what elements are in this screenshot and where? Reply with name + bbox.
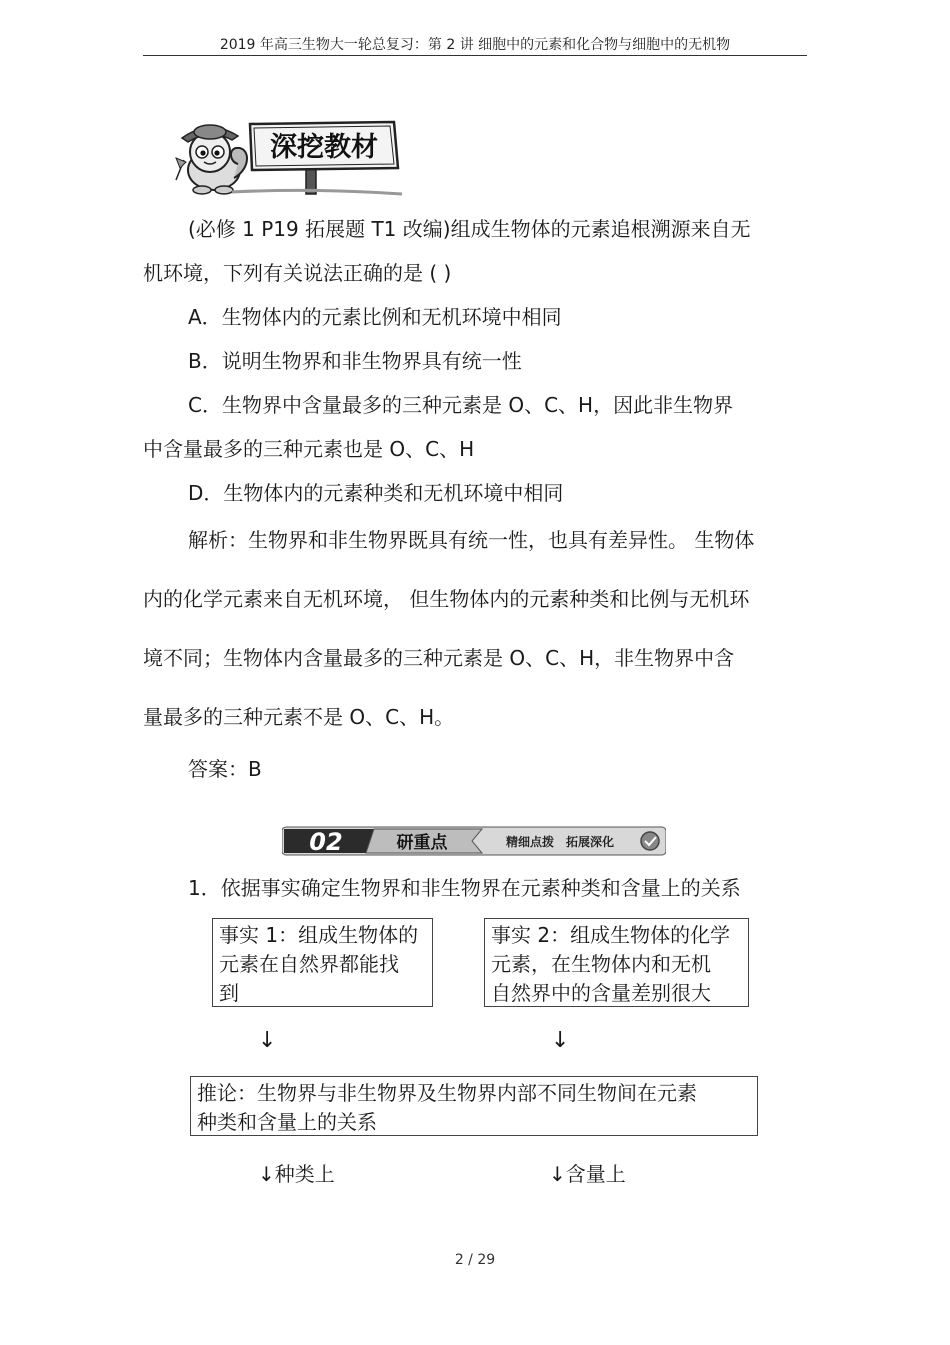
down-arrow-right: ↓ [551,1028,570,1053]
arrow-label-type: ↓种类上 [258,1162,335,1186]
conclusion-line-1: 推论：生物界与非生物界及生物界内部不同生物间在元素 [197,1081,697,1105]
option-c-line-1: C．生物界中含量最多的三种元素是 O、C、H，因此非生物界 [188,393,734,417]
option-c-line-2: 中含量最多的三种元素也是 O、C、H [143,437,475,461]
banner-number: 02 [309,828,343,856]
fact-1-box [212,918,433,1007]
question-stem-line-1: (必修 1 P19 拓展题 T1 改编)组成生物体的元素追根溯源来自无 [188,217,751,241]
section-heading: 1．依据事实确定生物界和非生物界在元素种类和含量上的关系 [188,876,741,900]
banner-title: 研重点 [396,833,448,853]
banner-subtitle: 精细点拨 拓展深化 [505,835,615,849]
fact-1-line-1: 事实 1：组成生物体的 [219,923,419,947]
fact-2-line-2: 元素，在生物体内和无机 [491,952,711,976]
header-rule [143,55,807,56]
conclusion-line-2: 种类和含量上的关系 [197,1110,377,1134]
page-number: 2 / 29 [454,1252,496,1268]
section-banner-key-points [282,824,666,858]
analysis-line-1: 解析：生物界和非生物界既具有统一性，也具有差异性。 生物体 [188,528,755,552]
running-header: 2019 年高三生物大一轮总复习：第 2 讲 细胞中的元素和化合物与细胞中的无机物 [219,37,731,53]
section-banner-dig-textbook [172,118,407,196]
fact-2-box [484,918,749,1007]
fact-2-line-3: 自然界中的含量差别很大 [491,981,711,1005]
fact-2-line-1: 事实 2：组成生物体的化学 [491,923,731,947]
fact-1-line-2: 元素在自然界都能找 [219,952,399,976]
banner-label: 深挖教材 [270,132,378,163]
option-a: A．生物体内的元素比例和无机环境中相同 [188,305,562,329]
answer: 答案：B [188,757,262,781]
fact-1-line-3: 到 [219,981,239,1005]
analysis-line-3: 境不同；生物体内含量最多的三种元素是 O、C、H，非生物界中含 [143,646,735,670]
question-stem-line-2: 机环境，下列有关说法正确的是 ( ) [143,261,452,285]
option-d: D．生物体内的元素种类和无机环境中相同 [188,481,564,505]
option-b: B．说明生物界和非生物界具有统一性 [188,349,522,373]
analysis-line-4: 量最多的三种元素不是 O、C、H。 [143,705,455,729]
down-arrow-left: ↓ [258,1028,277,1053]
arrow-label-content: ↓含量上 [549,1162,626,1186]
analysis-line-2: 内的化学元素来自无机环境， 但生物体内的元素种类和比例与无机环 [143,587,750,611]
conclusion-box [190,1076,758,1136]
